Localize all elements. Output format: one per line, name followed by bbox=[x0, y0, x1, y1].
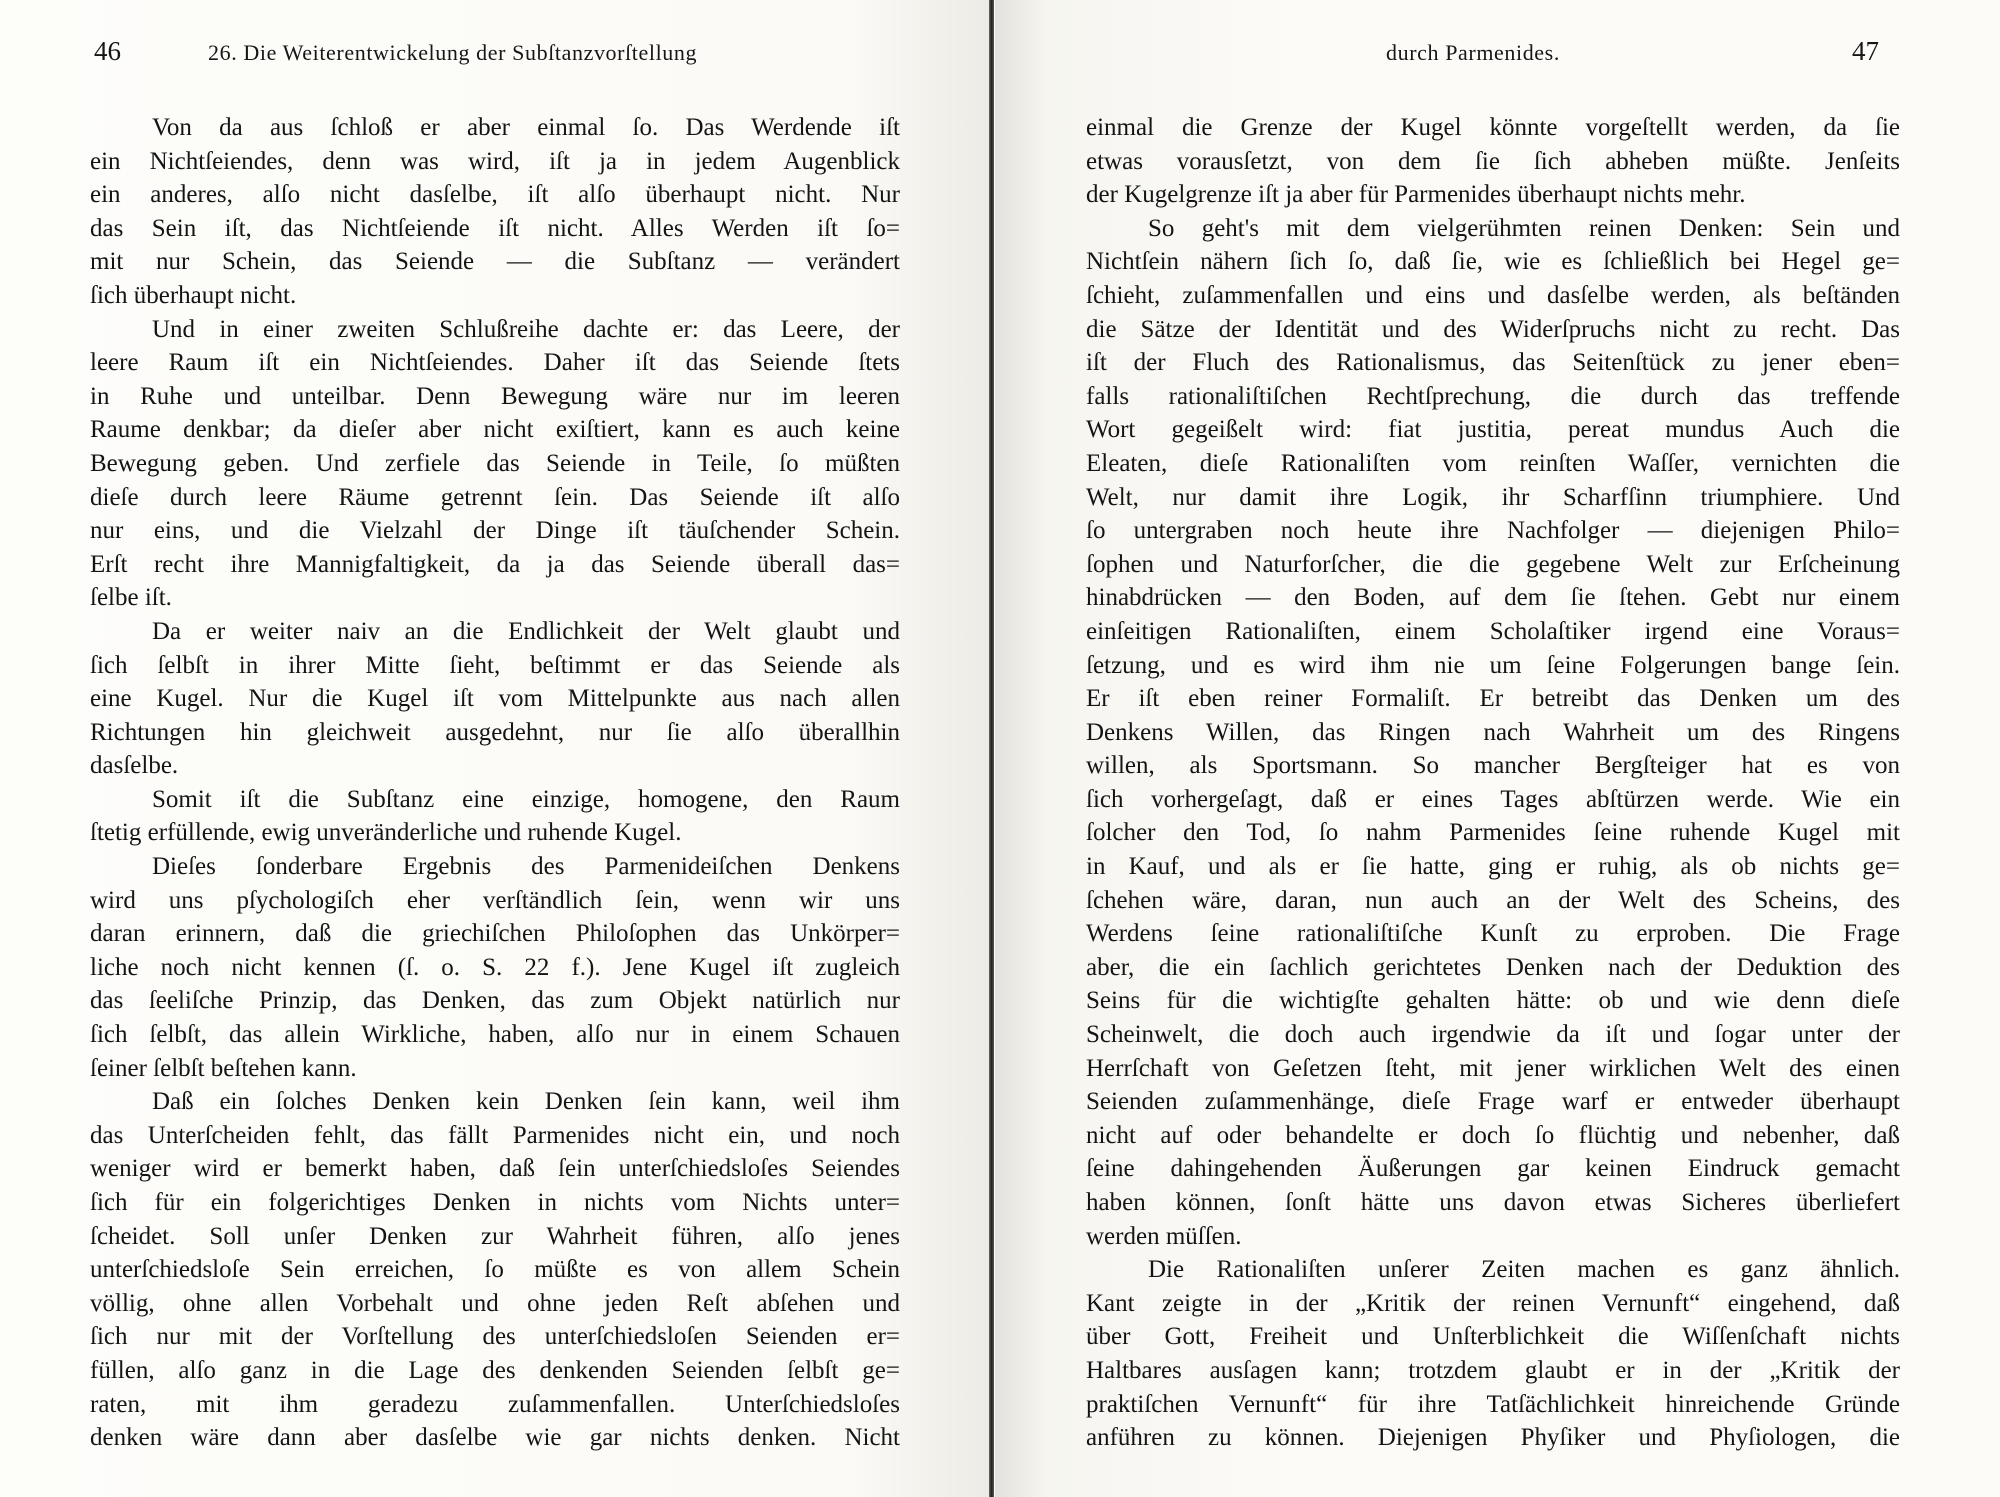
text-line: ſchehen wäre, daran, nun auch an der Welt des Scheins, des bbox=[1086, 886, 1900, 914]
text-line: ſophen und Naturforſcher, die die gegebene Welt zur Erſcheinung bbox=[1086, 550, 1900, 578]
text-line: daran erinnern, daß die griechiſchen Philoſophen das Unkörper= bbox=[90, 920, 900, 948]
text-line: Herrſchaft von Geſetzen ſteht, mit jener wirklichen Welt des einen bbox=[1086, 1054, 1900, 1082]
text-line: anführen zu können. Diejenigen Phyſiker und Phyſiologen, die bbox=[1086, 1424, 1900, 1452]
text-line: etwas vorausſetzt, von dem ſie ſich abheben müßte. Jenſeits bbox=[1086, 147, 1900, 175]
page-number: 47 bbox=[1852, 36, 1879, 66]
text-line: Erſt recht ihre Mannigfaltigkeit, da ja das Seiende überall das= bbox=[90, 550, 900, 578]
text-line: ſolcher den Tod, ſo nahm Parmenides ſeine ruhende Kugel mit bbox=[1086, 819, 1900, 847]
text-column bbox=[1086, 111, 1900, 1455]
text-line: Dieſes ſonderbare Ergebnis des Parmenideiſchen Denkens bbox=[152, 853, 900, 881]
text-line: Haltbares ausſagen kann; trotzdem glaubt er in der „Kritik der bbox=[1086, 1356, 1900, 1384]
text-line: ſeiner ſelbſt beſtehen kann. bbox=[90, 1054, 357, 1082]
text-line: mit nur Schein, das Seiende — die Subſtanz — verändert bbox=[90, 248, 900, 276]
text-line: liche noch nicht kennen (ſ. o. S. 22 f.). Jene Kugel iſt zugleich bbox=[90, 953, 900, 981]
text-line: Werdens ſeine rationaliſtiſche Kunſt zu erproben. Die Frage bbox=[1086, 920, 1900, 948]
text-line: ſich ſelbſt in ihrer Mitte ſieht, beſtimmt er das Seiende als bbox=[90, 651, 900, 679]
text-line: eine Kugel. Nur die Kugel iſt vom Mittelpunkte aus nach allen bbox=[90, 685, 900, 713]
text-line: ſcheidet. Soll unſer Denken zur Wahrheit führen, alſo jenes bbox=[90, 1222, 900, 1250]
text-line: in Kauf, und als er ſie hatte, ging er ruhig, als ob nichts ge= bbox=[1086, 853, 1900, 881]
text-line: praktiſchen Vernunft“ für ihre Tatſächlichkeit hinreichende Gründe bbox=[1086, 1390, 1900, 1418]
text-line: Eleaten, dieſe Rationaliſten vom reinſten Waſſer, vernichten die bbox=[1086, 449, 1900, 477]
paragraph bbox=[90, 1085, 900, 1455]
text-line: willen, als Sportsmann. So mancher Bergſteiger hat es von bbox=[1086, 752, 1900, 780]
running-head: 26. Die Weiterentwickelung der Subſtanzvorſtellung bbox=[208, 40, 698, 65]
text-line: Welt, nur damit ihre Logik, ihr Scharfſinn triumphiere. Und bbox=[1086, 483, 1900, 511]
text-line: Daß ein ſolches Denken kein Denken ſein kann, weil ihm bbox=[152, 1088, 900, 1116]
text-line: Und in einer zweiten Schlußreihe dachte er: das Leere, der bbox=[152, 315, 900, 343]
text-line: die Sätze der Identität und des Widerſpruchs nicht zu recht. Das bbox=[1086, 315, 1900, 343]
text-line: ſich nur mit der Vorſtellung des unterſchiedsloſen Seienden er= bbox=[90, 1323, 900, 1351]
text-line: Somit iſt die Subſtanz eine einzige, homogene, den Raum bbox=[152, 785, 900, 813]
text-line: Denkens Willen, das Ringen nach Wahrheit um des Ringens bbox=[1086, 718, 1900, 746]
paragraph bbox=[1086, 111, 1900, 212]
text-line: Bewegung geben. Und zerfiele das Seiende in Teile, ſo müßten bbox=[90, 449, 900, 477]
text-line: aber, die ein ſachlich gerichtetes Denken nach der Deduktion des bbox=[1086, 953, 1900, 981]
text-line: Kant zeigte in der „Kritik der reinen Vernunft“ eingehend, daß bbox=[1086, 1289, 1900, 1317]
text-line: ein anderes, alſo nicht dasſelbe, iſt alſo überhaupt nicht. Nur bbox=[90, 181, 900, 209]
paragraph bbox=[90, 783, 900, 850]
text-line: Die Rationaliſten unſerer Zeiten machen es ganz ähnlich. bbox=[1148, 1256, 1900, 1284]
paragraph bbox=[90, 615, 900, 783]
text-line: ſich für ein folgerichtiges Denken in nichts vom Nichts unter= bbox=[90, 1189, 900, 1216]
text-line: einſeitigen Rationaliſten, einem Scholaſtiker irgend eine Voraus= bbox=[1086, 617, 1900, 645]
text-line: hinabdrücken — den Boden, auf dem ſie ſtehen. Gebt nur einem bbox=[1086, 584, 1900, 612]
text-line: haben können, ſonſt hätte uns davon etwas Sicheres überliefert bbox=[1086, 1189, 1900, 1216]
text-line: werden müſſen. bbox=[1086, 1222, 1242, 1250]
text-line: Richtungen hin gleichweit ausgedehnt, nur ſie alſo überallhin bbox=[90, 718, 900, 746]
text-line: wird uns pſychologiſch eher verſtändlich ſein, wenn wir uns bbox=[90, 886, 900, 914]
text-line: einmal die Grenze der Kugel könnte vorgeſtellt werden, da ſie bbox=[1086, 114, 1900, 141]
text-line: das Sein iſt, das Nichtſeiende iſt nicht. Alles Werden iſt ſo= bbox=[90, 214, 900, 242]
text-line: leere Raum iſt ein Nichtſeiendes. Daher iſt das Seiende ſtets bbox=[90, 349, 900, 377]
text-line: nicht auf oder behandelte er doch ſo flüchtig und nebenher, daß bbox=[1086, 1121, 1900, 1149]
text-line: ein Nichtſeiendes, denn was wird, iſt ja in jedem Augenblick bbox=[90, 147, 900, 175]
text-line: ſich ſelbſt, das allein Wirkliche, haben, alſo nur in einem Schauen bbox=[90, 1021, 900, 1049]
text-line: Seins für die wichtigſte gehalten hätte: ob und wie denn dieſe bbox=[1086, 987, 1900, 1015]
page-number: 46 bbox=[94, 36, 121, 66]
text-line: Von da aus ſchloß er aber einmal ſo. Das Werdende iſt bbox=[152, 114, 900, 141]
text-line: iſt der Fluch des Rationalismus, das Seitenſtück zu jener eben= bbox=[1086, 349, 1900, 377]
paragraph bbox=[90, 111, 900, 313]
text-line: Seienden zuſammenhänge, dieſe Frage warf er entweder überhaupt bbox=[1086, 1088, 1900, 1116]
text-line: falls rationaliſtiſchen Rechtſprechung, die durch das treffende bbox=[1086, 382, 1900, 410]
paragraph bbox=[90, 850, 900, 1085]
text-line: völlig, ohne allen Vorbehalt und ohne jeden Reſt abſehen und bbox=[90, 1289, 900, 1317]
text-line: ſo untergraben noch heute ihre Nachfolger — diejenigen Philo= bbox=[1086, 517, 1900, 545]
text-line: ſchieht, zuſammenfallen und eins und dasſelbe werden, als beſtänden bbox=[1086, 281, 1900, 309]
text-line: dasſelbe. bbox=[90, 752, 179, 780]
text-line: dieſe durch leere Räume getrennt ſein. Das Seiende iſt alſo bbox=[90, 483, 900, 511]
text-line: Da er weiter naiv an die Endlichkeit der Welt glaubt und bbox=[152, 617, 900, 645]
paragraph bbox=[1086, 212, 1900, 1253]
paragraph bbox=[1086, 1253, 1900, 1455]
text-line: füllen, alſo ganz in die Lage des denkenden Seienden ſelbſt ge= bbox=[90, 1356, 900, 1384]
book-gutter bbox=[989, 0, 994, 1497]
text-line: das ſeeliſche Prinzip, das Denken, das zum Objekt natürlich nur bbox=[90, 987, 900, 1015]
text-line: ſich überhaupt nicht. bbox=[90, 281, 297, 309]
text-line: So geht's mit dem vielgerühmten reinen Denken: Sein und bbox=[1148, 214, 1900, 242]
text-line: über Gott, Freiheit und Unſterblichkeit die Wiſſenſchaft nichts bbox=[1086, 1323, 1900, 1351]
left-page bbox=[0, 0, 990, 1497]
text-line: Er iſt eben reiner Formaliſt. Er betreibt das Denken um des bbox=[1086, 685, 1900, 713]
text-line: ſich vorhergeſagt, daß er eines Tages abſtürzen werde. Wie ein bbox=[1086, 785, 1900, 813]
paragraph bbox=[90, 313, 900, 615]
text-line: ſetzung, und es wird ihm nie um ſeine Folgerungen bange ſein. bbox=[1086, 651, 1900, 679]
text-line: denken wäre dann aber dasſelbe wie gar nichts denken. Nicht bbox=[90, 1424, 900, 1452]
text-line: Nichtſein nähern ſich ſo, daß ſie, wie es ſchließlich bei Hegel ge= bbox=[1086, 248, 1900, 276]
text-line: in Ruhe und unteilbar. Denn Bewegung wäre nur im leeren bbox=[90, 382, 900, 410]
text-column bbox=[90, 111, 900, 1455]
text-line: ſeine dahingehenden Äußerungen gar keinen Eindruck gemacht bbox=[1086, 1155, 1900, 1183]
text-line: unterſchiedsloſe Sein erreichen, ſo müßte es von allem Schein bbox=[90, 1256, 900, 1284]
text-line: der Kugelgrenze iſt ja aber für Parmenides überhaupt nichts mehr. bbox=[1086, 181, 1746, 209]
text-line: weniger wird er bemerkt haben, daß ſein unterſchiedsloſes Seiendes bbox=[90, 1155, 900, 1183]
text-line: Wort gegeißelt wird: fiat justitia, pereat mundus Auch die bbox=[1086, 416, 1900, 444]
text-line: Scheinwelt, die doch auch irgendwie da iſt und ſogar unter der bbox=[1086, 1021, 1900, 1049]
text-line: ſelbe iſt. bbox=[90, 584, 172, 612]
running-head: durch Parmenides. bbox=[1386, 40, 1560, 65]
text-line: Raume denkbar; da dieſer aber nicht exiſtiert, kann es auch keine bbox=[90, 416, 900, 444]
text-line: nur eins, und die Vielzahl der Dinge iſt täuſchender Schein. bbox=[90, 517, 900, 545]
text-line: raten, mit ihm geradezu zuſammenfallen. Unterſchiedsloſes bbox=[90, 1390, 900, 1418]
text-line: ſtetig erfüllende, ewig unveränderliche und ruhende Kugel. bbox=[90, 819, 682, 847]
text-line: das Unterſcheiden fehlt, das fällt Parmenides nicht ein, und noch bbox=[90, 1121, 900, 1149]
